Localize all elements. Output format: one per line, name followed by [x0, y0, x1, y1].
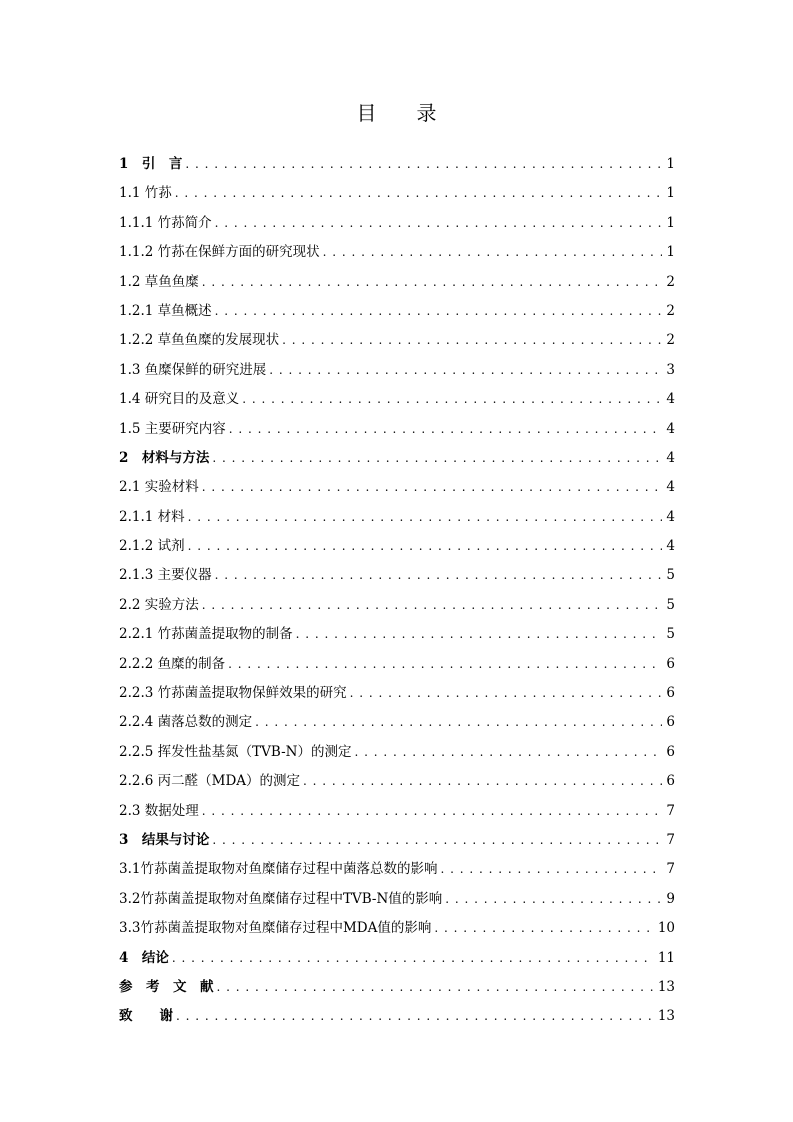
- toc-leader-dots: [255, 708, 662, 737]
- toc-entry-label: 致 谢: [119, 1008, 173, 1025]
- toc-entry-page: 6: [666, 655, 675, 672]
- toc-entry-label: 2.2.6 丙二醛（MDA）的测定: [119, 773, 301, 790]
- toc-entry-label: 2 材料与方法: [119, 449, 210, 466]
- toc-entry-page: 3: [666, 361, 675, 378]
- toc-entry-label: 2.2.1 竹荪菌盖提取物的制备: [119, 626, 293, 643]
- toc-entry[interactable]: [119, 326, 675, 355]
- toc-leader-dots: [172, 944, 654, 973]
- toc-entry-page: 4: [666, 391, 675, 408]
- toc-leader-dots: [350, 679, 663, 708]
- toc-entry-page: 13: [657, 1008, 675, 1025]
- toc-entry-page: 6: [666, 685, 675, 702]
- toc-list: [119, 150, 675, 1032]
- toc-entry[interactable]: [119, 238, 675, 267]
- toc-entry-label: 2.2.3 竹荪菌盖提取物保鲜效果的研究: [119, 685, 347, 702]
- toc-leader-dots: [229, 415, 663, 444]
- toc-entry-label: 2.1.2 试剂: [119, 538, 185, 555]
- toc-leader-dots: [242, 385, 662, 414]
- toc-leader-dots: [323, 238, 663, 267]
- toc-entry-page: 2: [666, 302, 675, 319]
- toc-leader-dots: [188, 532, 663, 561]
- toc-entry-page: 9: [666, 890, 675, 907]
- toc-leader-dots: [228, 650, 662, 679]
- toc-entry[interactable]: [119, 473, 675, 502]
- toc-entry-label: 1.2.1 草鱼概述: [119, 302, 212, 319]
- toc-entry-page: 1: [666, 214, 675, 231]
- toc-leader-dots: [217, 973, 654, 1002]
- toc-entry-label: 2.3 数据处理: [119, 802, 199, 819]
- toc-entry[interactable]: [119, 679, 675, 708]
- toc-entry-page: 4: [666, 479, 675, 496]
- toc-leader-dots: [202, 473, 663, 502]
- toc-entry-page: 13: [657, 978, 675, 995]
- toc-entry-label: 1.3 鱼糜保鲜的研究进展: [119, 361, 267, 378]
- toc-leader-dots: [202, 591, 663, 620]
- toc-entry-label: 1.1 竹荪: [119, 185, 172, 202]
- toc-leader-dots: [445, 885, 662, 914]
- toc-title-left: 目: [356, 101, 377, 125]
- toc-entry[interactable]: [119, 444, 675, 473]
- toc-entry-page: 5: [666, 596, 675, 613]
- toc-entry-page: 1: [666, 244, 675, 261]
- toc-leader-dots: [212, 444, 662, 473]
- toc-entry-page: 6: [666, 743, 675, 760]
- toc-entry[interactable]: [119, 767, 675, 796]
- toc-leader-dots: [215, 209, 663, 238]
- toc-entry-page: 4: [666, 538, 675, 555]
- toc-leader-dots: [175, 179, 663, 208]
- toc-entry-label: 3.3竹荪菌盖提取物对鱼糜储存过程中MDA值的影响: [119, 920, 432, 937]
- toc-entry-page: 1: [666, 185, 675, 202]
- toc-entry-label: 1.2.2 草鱼鱼糜的发展现状: [119, 332, 280, 349]
- toc-title-right: 录: [416, 101, 437, 125]
- toc-entry-label: 1.2 草鱼鱼糜: [119, 273, 199, 290]
- toc-entry-label: 2.1.1 材料: [119, 508, 185, 525]
- toc-leader-dots: [188, 503, 663, 532]
- toc-entry[interactable]: [119, 620, 675, 649]
- toc-entry[interactable]: [119, 415, 675, 444]
- toc-entry[interactable]: [119, 150, 675, 179]
- toc-entry-label: 2.2.2 鱼糜的制备: [119, 655, 226, 672]
- toc-entry-label: 1.4 研究目的及意义: [119, 391, 240, 408]
- toc-entry[interactable]: [119, 797, 675, 826]
- toc-entry-page: 6: [666, 773, 675, 790]
- toc-entry-page: 7: [666, 831, 675, 848]
- toc-entry-label: 2.2.5 挥发性盐基氮（TVB-N）的测定: [119, 743, 352, 760]
- toc-entry[interactable]: [119, 944, 675, 973]
- toc-entry-label: 1 引 言: [119, 156, 183, 172]
- toc-leader-dots: [215, 561, 663, 590]
- toc-entry[interactable]: [119, 561, 675, 590]
- toc-entry[interactable]: [119, 385, 675, 414]
- toc-entry-page: 7: [666, 861, 675, 878]
- toc-entry-label: 2.2.4 菌落总数的测定: [119, 714, 253, 731]
- toc-entry[interactable]: [119, 973, 675, 1002]
- toc-entry-label: 1.5 主要研究内容: [119, 420, 226, 437]
- toc-leader-dots: [282, 326, 662, 355]
- toc-leader-dots: [354, 738, 662, 767]
- toc-entry[interactable]: [119, 914, 675, 943]
- toc-entry[interactable]: [119, 885, 675, 914]
- toc-leader-dots: [440, 855, 662, 884]
- toc-entry-page: 5: [666, 626, 675, 643]
- toc-leader-dots: [215, 297, 663, 326]
- toc-entry[interactable]: [119, 855, 675, 884]
- toc-entry-label: 2.1.3 主要仪器: [119, 567, 212, 584]
- toc-entry[interactable]: [119, 708, 675, 737]
- toc-entry-label: 1.1.2 竹荪在保鲜方面的研究现状: [119, 244, 320, 261]
- toc-entry-page: 4: [666, 449, 675, 466]
- toc-entry[interactable]: [119, 268, 675, 297]
- toc-entry[interactable]: [119, 503, 675, 532]
- toc-entry-label: 4 结论: [119, 949, 169, 966]
- toc-leader-dots: [303, 767, 662, 796]
- toc-entry[interactable]: [119, 209, 675, 238]
- toc-entry[interactable]: [119, 591, 675, 620]
- toc-entry[interactable]: [119, 297, 675, 326]
- toc-entry[interactable]: [119, 826, 675, 855]
- toc-entry-page: 7: [666, 802, 675, 819]
- toc-entry-label: 3.1竹荪菌盖提取物对鱼糜储存过程中菌落总数的影响: [119, 861, 438, 878]
- toc-entry-page: 5: [666, 567, 675, 584]
- toc-entry-page: 11: [657, 949, 675, 966]
- toc-entry-label: 3 结果与讨论: [119, 831, 210, 848]
- toc-leader-dots: [212, 826, 662, 855]
- toc-entry-label: 2.2 实验方法: [119, 596, 199, 613]
- toc-entry-page: 2: [666, 273, 675, 290]
- toc-entry[interactable]: [119, 179, 675, 208]
- toc-entry-page: 6: [666, 714, 675, 731]
- toc-entry-label: 1.1.1 竹荪简介: [119, 214, 212, 231]
- toc-entry-page: 4: [666, 508, 675, 525]
- toc-leader-dots: [202, 268, 663, 297]
- toc-entry-page: 10: [657, 920, 675, 937]
- toc-entry-label: 2.1 实验材料: [119, 479, 199, 496]
- toc-entry-label: 3.2竹荪菌盖提取物对鱼糜储存过程中TVB-N值的影响: [119, 890, 443, 907]
- toc-entry-page: 2: [666, 332, 675, 349]
- toc-entry[interactable]: [119, 356, 675, 385]
- toc-entry[interactable]: [119, 1002, 675, 1031]
- toc-entry-label: 参 考 文 献: [119, 978, 214, 995]
- toc-leader-dots: [202, 797, 663, 826]
- toc-title: [0, 97, 793, 126]
- toc-entry-page: 1: [666, 156, 675, 172]
- toc-entry[interactable]: [119, 650, 675, 679]
- toc-leader-dots: [434, 914, 653, 943]
- toc-leader-dots: [176, 1002, 654, 1031]
- toc-leader-dots: [185, 150, 662, 179]
- toc-leader-dots: [269, 356, 662, 385]
- toc-entry-page: 4: [666, 420, 675, 437]
- toc-leader-dots: [296, 620, 663, 649]
- toc-entry[interactable]: [119, 738, 675, 767]
- toc-entry[interactable]: [119, 532, 675, 561]
